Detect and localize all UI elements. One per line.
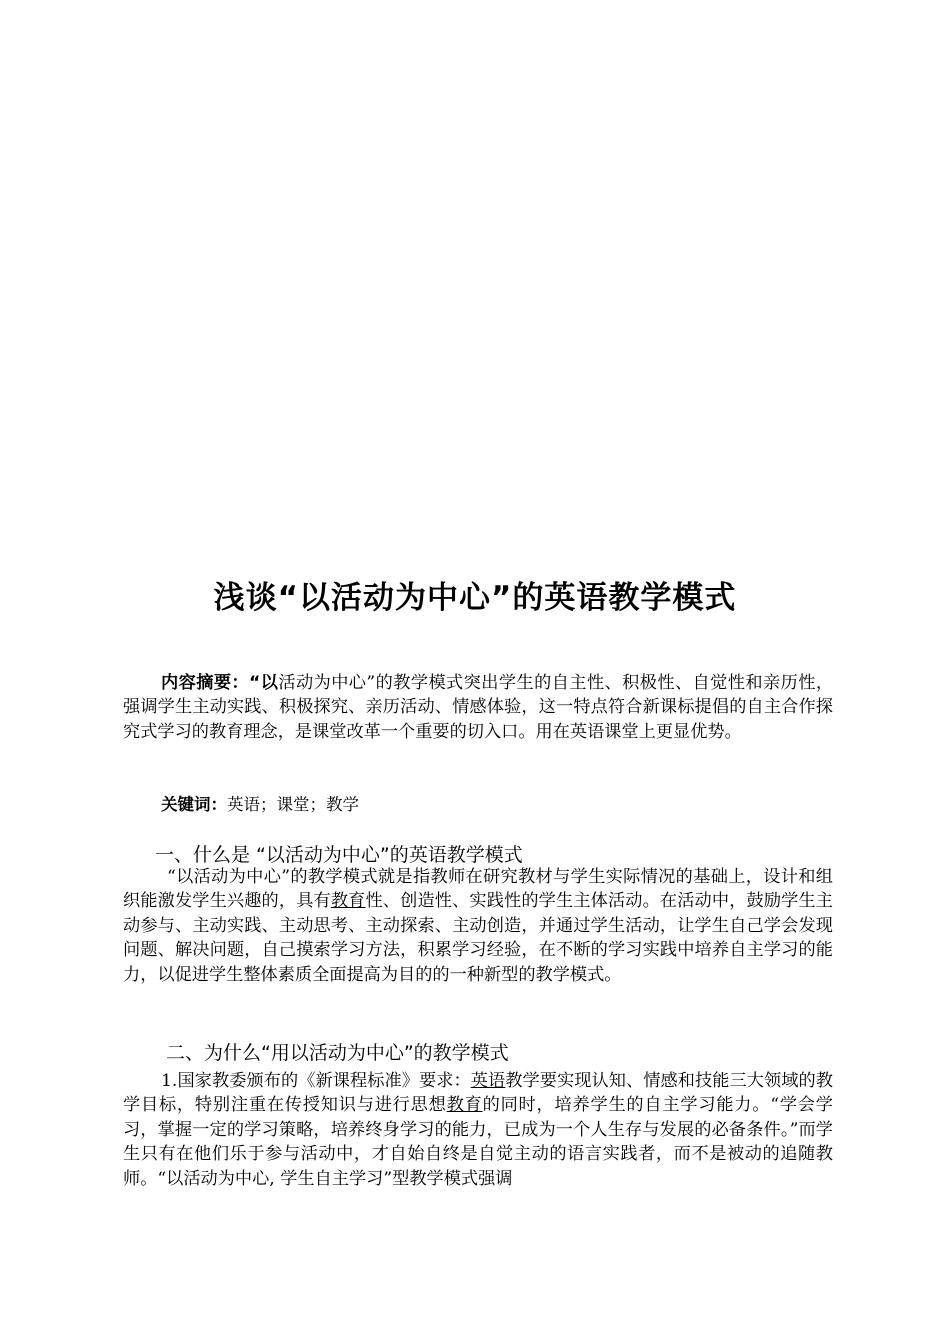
keywords-label: 关键词： (161, 795, 227, 814)
section-2-text-c: 的同时，培养学生的自主学习能力。“学会学习，掌握一定的学习策略，培养终身学习的能力，已成为一个人生存与发展的必备条件。”而学生只有在他们乐于参与活动中，才自始自终是自觉主动的语言实践者，而不是被动的追随教师。“以活动为中心, 学生自主学习”型教学模式强调 (123, 1095, 833, 1189)
section-2-heading: 二、为什么“用以活动为中心”的教学模式 (166, 1042, 509, 1064)
abstract-text: 活动为中心”的教学模式突出学生的自主性、积极性、自觉性和亲历性，强调学生主动实践、积极探究、亲历活动、情感体验，这一特点符合新课标提倡的自主合作探究式学习的教育理念，是课堂改革一个重要的切入口。用在英语课堂上更显优势。 (123, 673, 834, 742)
keywords-line (161, 793, 359, 817)
document-title: 浅谈“以活动为中心”的英语教学模式 (213, 580, 737, 616)
keywords-text: 英语；课堂；教学 (227, 795, 359, 814)
section-1-paragraph (123, 865, 833, 987)
section-2-text-b: 教学要实现认知、情感和技能三大领域的教学目标，特别注重在传授知识与进行思想 (123, 1071, 833, 1116)
abstract-paragraph (123, 671, 833, 744)
section-1-heading: 一、什么是 “以活动为中心”的英语教学模式 (155, 844, 523, 866)
section-1-text-b: 性、创造性、实践性的学生主体活动。在活动中，鼓励学生主动参与、主动实践、主动思考、主动探索、主动创造，并通过学生活动，让学生自己学会发现问题、解决问题，自己摸索学习方法，积累学习经验，在不断的学习实践中培养自主学习的能力，以促进学生整体素质全面提高为目的的一种新型的教学模式。 (123, 891, 833, 985)
link-education-2[interactable]: 教育 (446, 1095, 483, 1116)
link-english[interactable]: 英语 (470, 1071, 506, 1091)
section-2-text-a: 1.国家教委颁布的《新课程标准》要求： (161, 1071, 471, 1091)
section-2-paragraph (123, 1069, 833, 1191)
abstract-label: 内容摘要：“以 (161, 673, 279, 693)
link-education[interactable]: 教育 (330, 891, 366, 912)
section-1-text-a: “以活动为中心”的教学模式就是指教师在研究教材与学生实际情况的基础上，设计和组织能激发学生兴趣的，具有 (123, 867, 833, 912)
